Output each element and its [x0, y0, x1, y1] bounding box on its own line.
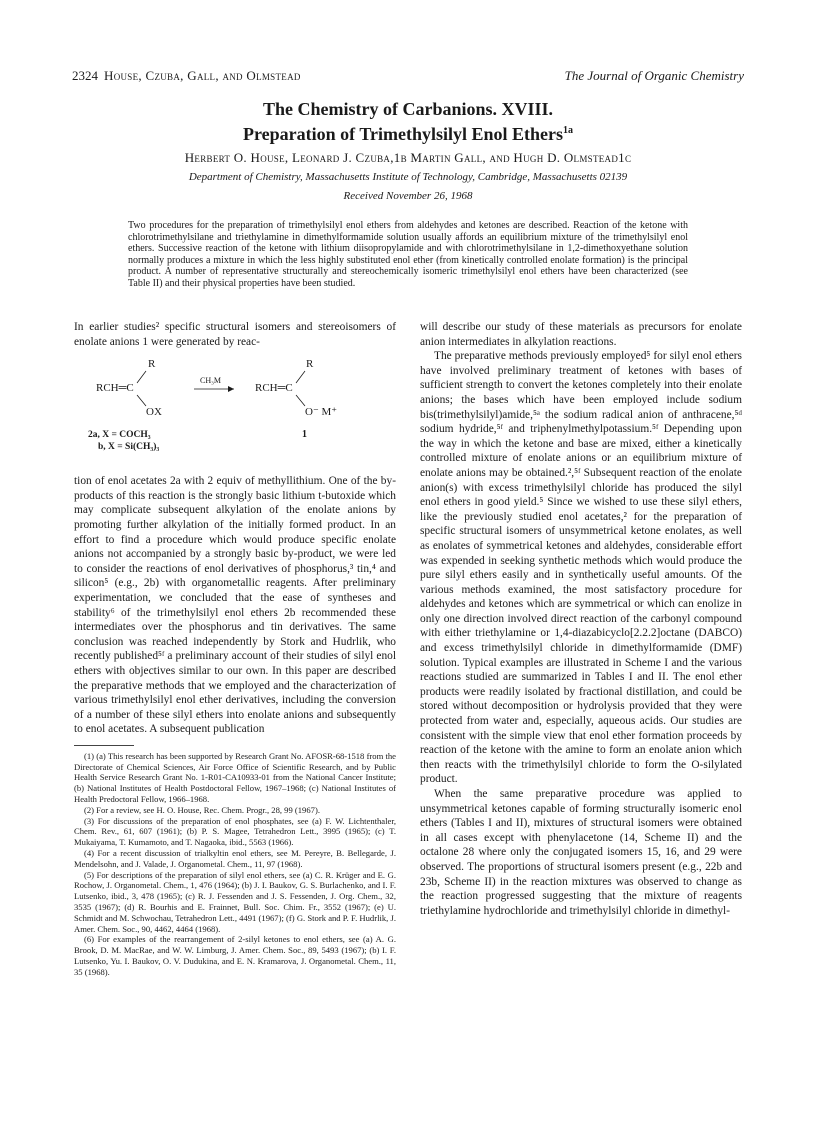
affiliation: Department of Chemistry, Massachusetts Institute of Technology, Cambridge, Massachusetts 02139: [188, 171, 628, 183]
footnote-3: (3) For discussions of the preparation of enol phosphates, see (a) F. W. Lichtenthaler, Chem. Rev., 61, 607 (1961); (b) P. S. Magee, Tetrahedron Lett., 3995 (1965); (c) T. Mukaiyama, T. Kumamoto, and T. Nagaoka, ibid., 5563 (1966).: [74, 815, 396, 848]
footnote-2: (2) For a review, see H. O. House, Rec. Chem. Progr., 28, 99 (1967).: [84, 804, 320, 815]
right-column: [420, 320, 742, 918]
left-paragraph-1: In earlier studies² specific structural isomers and stereoisomers of enolate anions 1 were generated by reac-: [74, 321, 396, 348]
article-title: [72, 98, 744, 145]
scheme-bond-right-up: [296, 371, 305, 383]
title-line-2: [72, 120, 744, 145]
left-column: [74, 320, 396, 978]
footnotes: [74, 751, 396, 978]
running-authors: House, Czuba, Gall, and Olmstead: [104, 68, 301, 83]
footnote-4: (4) For a recent discussion of trialkyltin enol ethers, see M. Pereyre, B. Bellegarde, J. Mendelsohn, and J. Valade, J. Organometal. Chem., 11, 97 (1968).: [74, 848, 396, 869]
scheme-bond-left-up: [137, 371, 146, 383]
running-header: [72, 68, 744, 86]
page-number: 2324: [72, 68, 98, 83]
footnote-1: (1) (a) This research has been supported by Research Grant No. AFOSR-68-1518 from the Directorate of Chemical Sciences, Air Force Office of Scientific Research, and by Public Health Service Research Grant No. 1-R01-CA10933-01 from the National Cancer Institute; (b) National Institutes of Health Postdoctoral Fellow, 1967–1968; (c) National Institutes of Health Predoctoral Fellow, 1966–1968.: [74, 750, 396, 805]
footnote-rule: [74, 745, 134, 746]
scheme-bond-left-down: [137, 395, 146, 406]
scheme-arrow-head: [228, 386, 234, 392]
scheme-ox: OX: [146, 406, 162, 419]
scheme-label-2a: 2a, X = COCH₃: [88, 430, 151, 441]
scheme-left-formula: RCH═C: [96, 382, 134, 395]
left-paragraph-2: tion of enol acetates 2a with 2 equiv of methyllithium. One of the by-products of this reaction is the strongly basic lithium t-butoxide which may complicate subsequent alkylation of the enolate anions by promoting further alkylation of the initially formed product. In an effort to find a procedure which would produce specific enolate anions not accompanied by a strongly basic by-product, we were led to consider the reactions of enol derivatives of phosphorus,³ tin,⁴ and silicon⁵ (e.g., 2b) with organometallic reagents. After preliminary experimentation, we concluded that the ease of syntheses and stability⁶ of the trimethylsilyl enol ethers 2b recommended these intermediates over the phosphorus and tin derivatives. The same conclusion was reached independently by Stork and Hudrlik, who recently published⁵ᶠ a preliminary account of their studies of silyl enol ethers with objectives similar to our own. In this paper are described the preparative methods that we employed and the characterization of various trimethylsilyl enol ether derivatives, including the conversion of a number of these silyl ethers into enolate anions and subsequently to enol acetates. A subsequent publication: [74, 475, 396, 736]
right-paragraph-1: will describe our study of these materials as precursors for enolate anion intermediates in alkylation reactions.: [420, 321, 742, 348]
journal-name: The Journal of Organic Chemistry: [564, 68, 744, 83]
abstract: Two procedures for the preparation of trimethylsilyl enol ethers from aldehydes and ketones are described. Reaction of the ketone with chlorotrimethylsilane and triethylamine in dimethylformamide solution usually affords an equilibrium mixture of the trimethylsilyl enol ethers. Successive reaction of the ketone with lithium diisopropylamide and with chlorotrimethylsilane in 1,2-dimethoxyethane solution normally produces a mixture in which the less highly substituted enol ether (from kinetically controlled enolate formation) is the principal product. A number of representative structurally and stereochemically isomeric trimethylsilyl enol ethers have been characterized (see Table II) and their physical properties have been studied.: [128, 220, 688, 289]
title-line-1: The Chemistry of Carbanions. XVIII.: [262, 99, 554, 119]
author-list: Herbert O. House, Leonard J. Czuba,1b Martin Gall, and Hugh D. Olmstead1c: [184, 150, 632, 165]
right-paragraph-3: When the same preparative procedure was applied to unsymmetrical ketones capable of forming structurally isomeric enol ethers (Tables I and II), mixtures of structural isomers were obtained in all cases except with phenylacetone (14, Scheme II) and the octalone 28 where only the conjugated isomers 15, 16, and 29 were observed. The proportions of structural isomers present (e.g., 22b and 23b, Scheme II) in the reaction mixtures was observed to change as the reaction progressed suggesting that the mixture of reagents triethylamine hydrochloride and trimethylsilyl chloride in dimethyl-: [420, 788, 742, 917]
scheme-r-top-right: R: [306, 358, 314, 371]
scheme-right-formula: RCH═C: [255, 382, 293, 395]
received-date: Received November 26, 1968: [343, 190, 473, 202]
scheme-o-minus: O⁻ M⁺: [305, 406, 338, 419]
scheme-label-2b: b, X = Si(CH₃)₃: [98, 442, 160, 453]
scheme-drawing: [74, 353, 396, 468]
title-line-2-text: Preparation of Trimethylsilyl Enol Ethers: [243, 124, 563, 144]
scheme-bond-right-down: [296, 395, 305, 406]
title-footnote-mark: 1a: [563, 125, 573, 136]
footnote-5: (5) For descriptions of the preparation of silyl enol ethers, see (a) C. R. Krüger and E. G. Rochow, J. Organometal. Chem., 1, 476 (1964); (b) J. I. Baukov, G. S. Burlachenko, and I. F. Lutsenko, ibid., 3, 478 (1965); (c) R. J. Fessenden and J. S. Fessenden, J. Org. Chem., 32, 3535 (1967); (d) R. Bourhis and E. Frainnet, Bull. Soc. Chim. Fr., 3552 (1967); (e) U. Schmidt and M. Schwochau, Tetrahedron Lett., 4491 (1967); (f) G. Stork and P. F. Hudrlik, J. Amer. Chem. Soc., 90, 4462, 4464 (1968).: [74, 869, 396, 934]
reaction-scheme: [74, 353, 396, 468]
scheme-reagent: CH₃M: [200, 376, 222, 386]
scheme-label-1: 1: [302, 429, 307, 441]
scheme-r-top-left: R: [148, 358, 156, 371]
footnote-6: (6) For examples of the rearrangement of 2-silyl ketones to enol ethers, see (a) A. G. Brook, D. M. MacRae, and W. W. Limburg, J. Amer. Chem. Soc., 89, 5493 (1967); (b) I. F. Lutsenko, Yu. I. Baukov, O. V. Dudukina, and E. N. Kramarova, J. Organometal. Chem., 11, 35 (1968).: [74, 934, 396, 977]
right-paragraph-2: The preparative methods previously employed⁵ for silyl enol ethers have involved preliminary treatment of ketones with bases of sufficient strength to convert the ketones completely into their enolate anions; the bases which have been employed include sodium bis(trimethylsilyl)amide,⁵ᵃ the sodium radical anion of anthracene,⁵ᵈ sodium hydride,⁵ᶠ and triphenylmethylpotassium.⁵ᶠ Depending upon the way in which the ketone and base are mixed, either a kinetically controlled mixture of enolate anions or an equilibrium mixture of enolate anions may be obtained.²,⁵ᶠ Subsequent reaction of the enolate anion(s) with excess trimethylsilyl chloride has produced the silyl enol ethers in good yield.⁵ Since we wished to use these silyl ethers, like the previously studied enol acetates,² for the preparation of specific structural isomers of unsymmetrical ketone enolates, as well as enolates of symmetrical ketones and aldehydes, considerable effort was expended in seeking synthetic methods which would produce the pure silyl ethers easily and in synthetically useful amounts. Of the various methods examined, the most satisfactory procedure for aldehydes and ketones which are symmetrical or which can enolize in only one direction involved direct reaction of the carbonyl compound with either triethylamine or 1,4-diazabicyclo[2.2.2]octane (DABCO) and excess trimethylsilyl chloride in dimethylformamide (DMF) solution. Typical examples are illustrated in Scheme I and the various reactions studied are summarized in Tables I and II. The enol ether products were readily isolated by fractional distillation, and could be stored without decomposition or hydrolysis provided that they were protected from water and, especially, aqueous acids. Our studies are consistent with the simple view that enol ether formation proceeds by reaction of the ketone with the amine to form an enolate anion which then reacts with the trimethylsilyl chloride to form the O-silylated product.: [420, 350, 742, 786]
